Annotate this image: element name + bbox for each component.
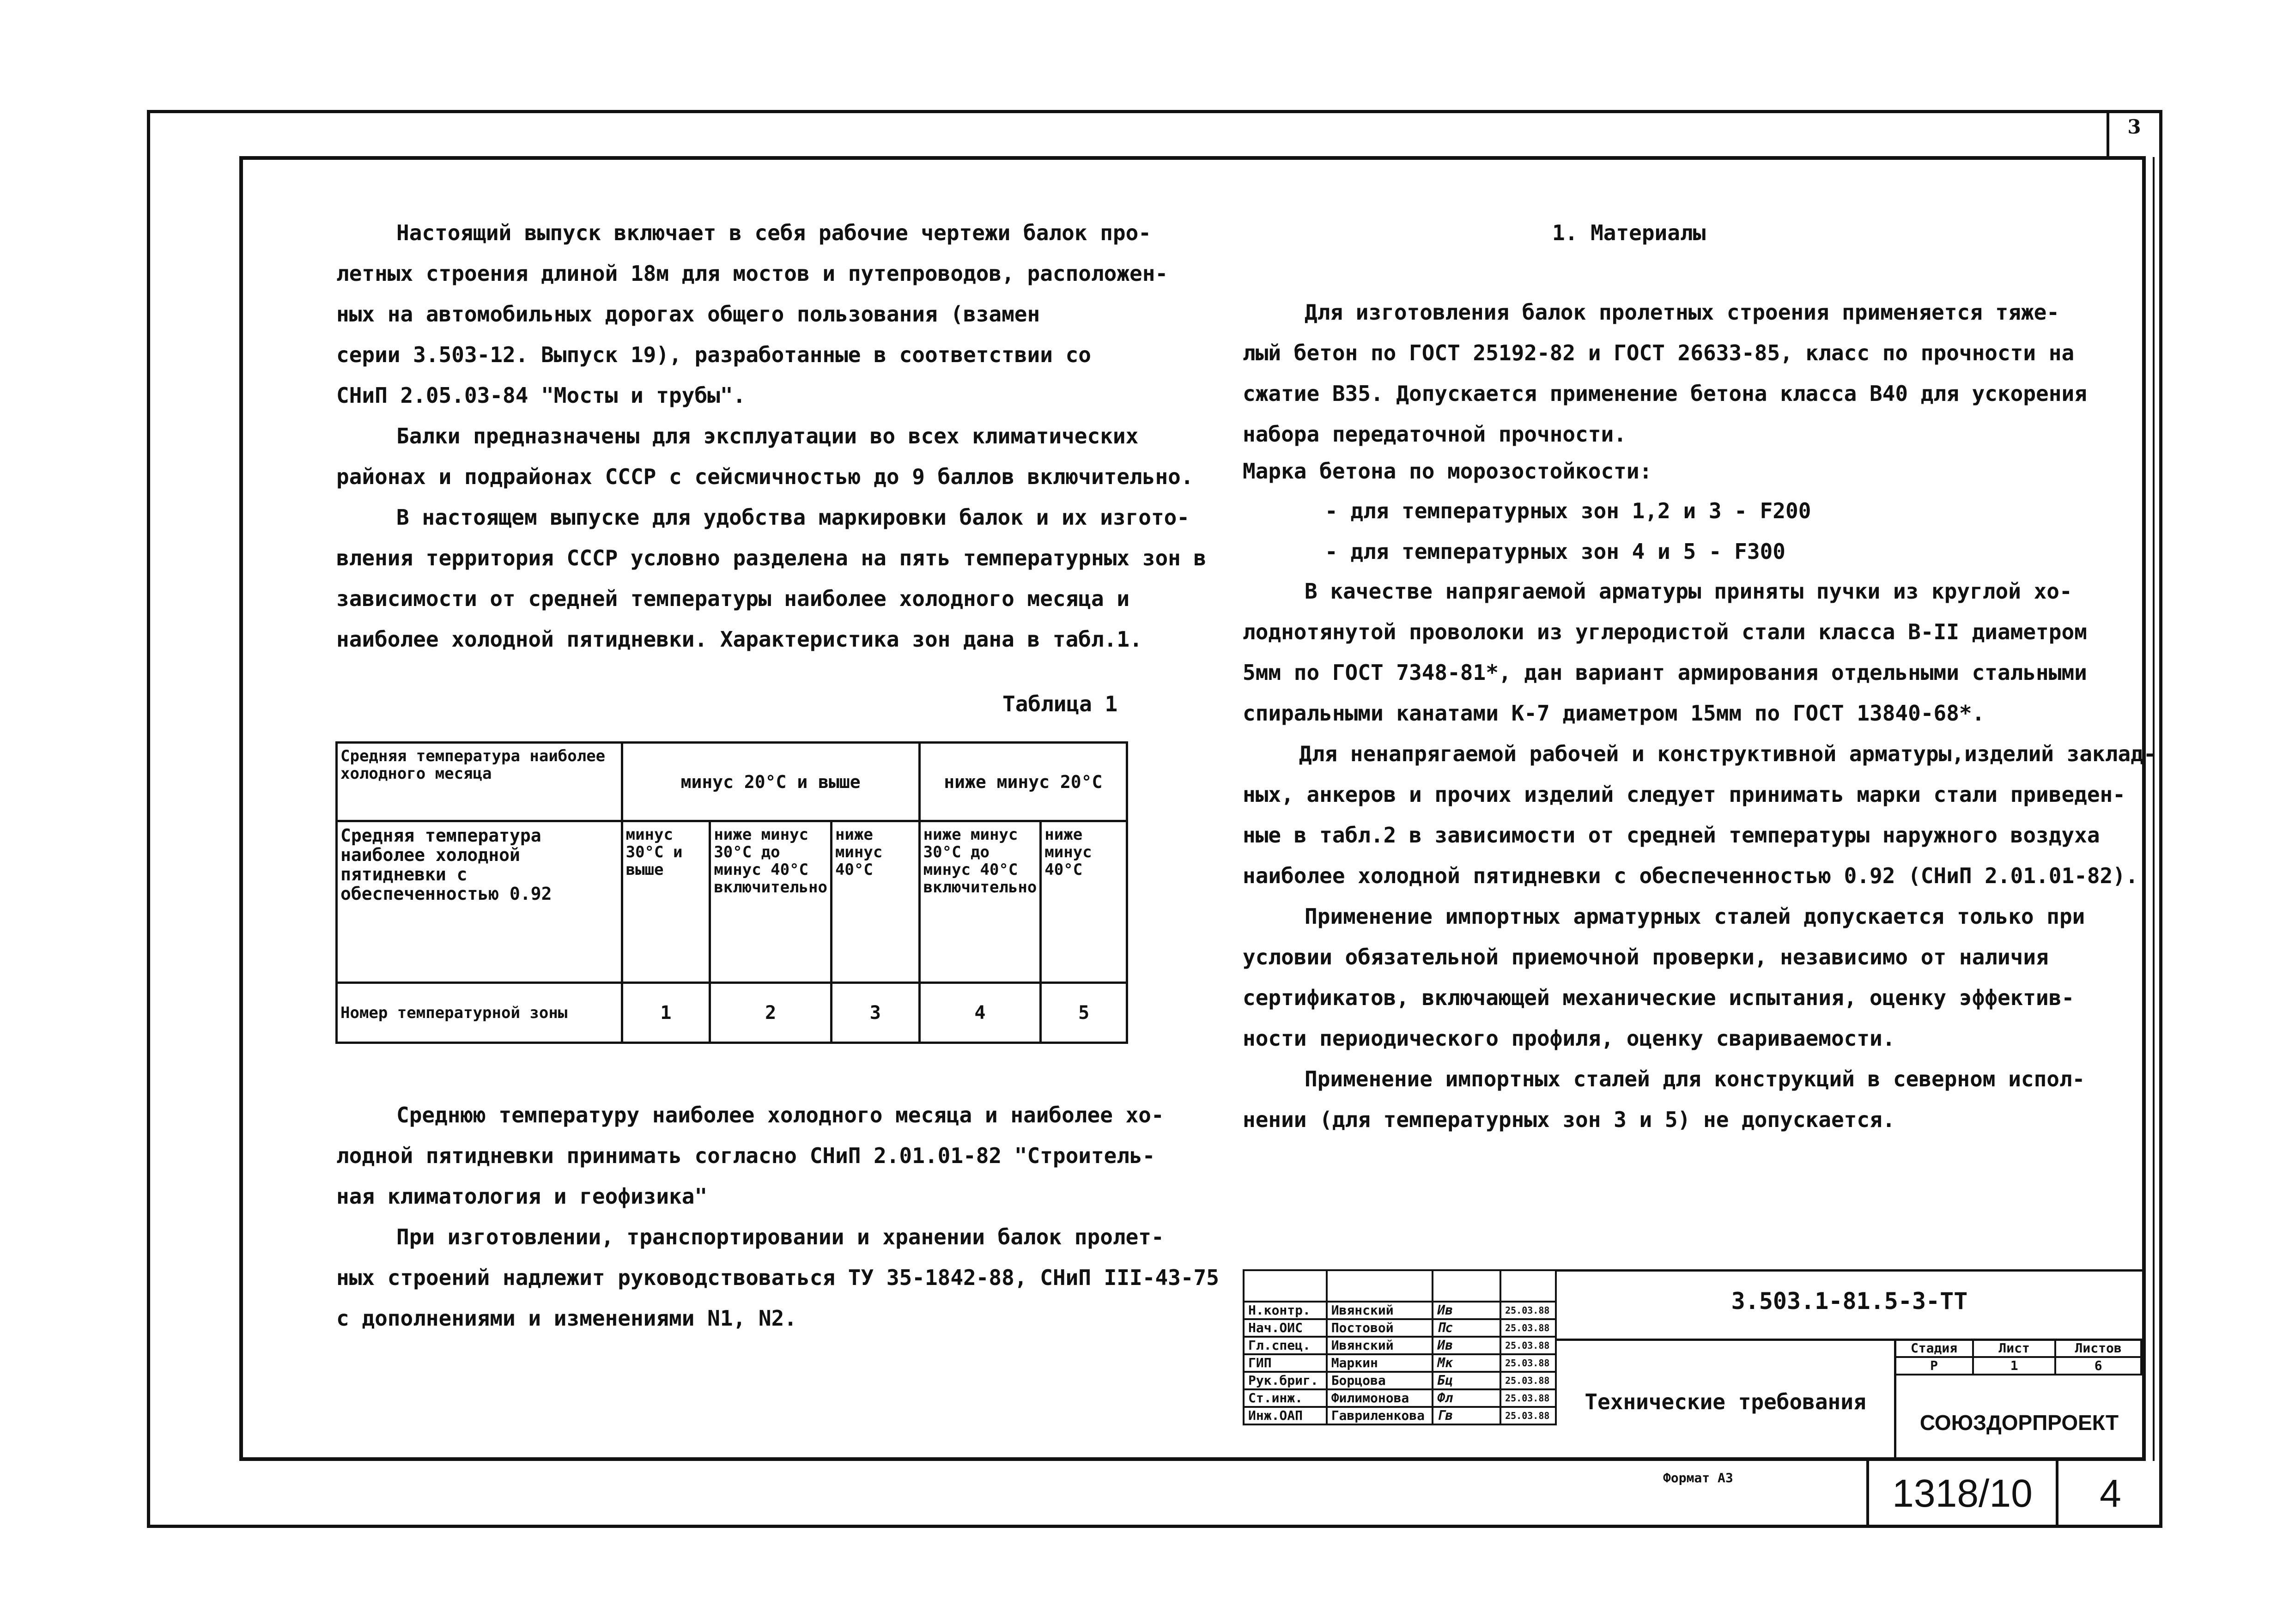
staff-date: 25.03.88 [1500, 1372, 1556, 1389]
table-caption: Таблица 1 [1002, 691, 1118, 716]
outer-frame-left [147, 110, 150, 1528]
sheet-corner-number: 3 [2127, 115, 2141, 138]
staff-name: Ивянский [1327, 1302, 1433, 1319]
staff-row [1244, 1354, 1556, 1372]
left-para4-line-1: Среднюю температуру наиболее холодного месяца и наиболее хо- [396, 1103, 1164, 1127]
staff-role: ГИП [1244, 1354, 1327, 1372]
stage-label: Стадия [1895, 1339, 1973, 1357]
zone-number-1: 1 [622, 983, 710, 1043]
stage-table [1894, 1339, 2142, 1376]
left-para4-line-3: ная климатология и геофизика" [336, 1184, 708, 1209]
intro-line-3: ных на автомобильных дорогах общего пользования (взамен [336, 302, 1040, 327]
table-row3-header: Номер температурной зоны [337, 983, 622, 1043]
staff-role: Рук.бриг. [1244, 1372, 1327, 1389]
right-para1-line-1: Для изготовления балок пролетных строения применяется тяже- [1305, 300, 2059, 325]
staff-name: Борцова [1327, 1372, 1433, 1389]
staff-signature: Гв [1433, 1407, 1500, 1424]
staff-role: Ст.инж. [1244, 1389, 1327, 1407]
staff-name: Ивянский [1327, 1337, 1433, 1354]
right-para1-line-2: лый бетон по ГОСТ 25192-82 и ГОСТ 26633-85, класс по прочности на [1243, 340, 2075, 365]
table-row2-cell-1: минус 30°С и выше [622, 821, 710, 983]
staff-role: Инж.ОАП [1244, 1407, 1327, 1424]
staff-signature: Ив [1433, 1302, 1500, 1319]
right-para3-line-4: наиболее холодной пятидневки с обеспеченностью 0.92 (СНиП 2.01.01-82). [1243, 863, 2138, 888]
page-number: 4 [2100, 1472, 2121, 1515]
left-para2-line-1: Балки предназначены для эксплуатации во всех климатических [396, 424, 1139, 448]
inventory-number: 1318/10 [1892, 1472, 2033, 1515]
staff-date: 25.03.88 [1500, 1302, 1556, 1319]
title-block-top-line [1557, 1269, 2142, 1272]
staff-row [1244, 1319, 1556, 1337]
format-label: Формат А3 [1663, 1470, 1733, 1485]
right-para2-line-4: спиральными канатами К-7 диаметром 15мм по ГОСТ 13840-68*. [1243, 701, 1985, 726]
staff-date: 25.03.88 [1500, 1354, 1556, 1372]
staff-role: Нач.ОИС [1244, 1319, 1327, 1337]
staff-name: Филимонова [1327, 1389, 1433, 1407]
staff-signature: Пс [1433, 1319, 1500, 1337]
staff-date: 25.03.88 [1500, 1389, 1556, 1407]
right-para2-line-2: лоднотянутой проволоки из углеродистой стали класса В-II диаметром [1243, 619, 2087, 644]
sheets-label: Листов [2055, 1339, 2141, 1357]
frost-heading: Марка бетона по морозостойкости: [1243, 459, 1652, 484]
staff-signature: Фл [1433, 1389, 1500, 1407]
staff-name: Гавриленкова [1327, 1407, 1433, 1424]
staff-row [1244, 1337, 1556, 1354]
left-para2-line-2: районах и подрайонах СССР с сейсмичностью до 9 баллов включительно. [336, 464, 1194, 489]
intro-line-1: Настоящий выпуск включает в себя рабочие чертежи балок про- [396, 220, 1151, 245]
table-row2-header: Средняя температура наиболее холодной пятидневки с обеспеченностью 0.92 [337, 821, 622, 983]
right-para3-line-2: ных, анкеров и прочих изделий следует принимать марки стали приведен- [1243, 782, 2125, 807]
table-row2-cell-3: ниже минус 40°С [831, 821, 919, 983]
right-para2-line-3: 5мм по ГОСТ 7348-81*, дан вариант армирования отдельными стальными [1243, 660, 2087, 685]
section-title: 1. Материалы [1552, 220, 1706, 245]
right-para4-line-3: сертификатов, включающей механические испытания, оценку эффектив- [1243, 985, 2075, 1010]
inner-frame-right-double [2153, 157, 2155, 1461]
zone-number-2: 2 [710, 983, 832, 1043]
outer-frame-right [2159, 110, 2162, 1528]
right-para4-line-1: Применение импортных арматурных сталей допускается только при [1305, 904, 2085, 929]
table-row1-col-b: ниже минус 20°С [919, 743, 1127, 821]
table-row2-cell-5: ниже минус 40°С [1041, 821, 1127, 983]
table-row2-cell-2: ниже минус 30°С до минус 40°С включительно [710, 821, 832, 983]
left-para3-line-2: вления территория СССР условно разделена на пять температурных зон в [336, 545, 1207, 570]
staff-date: 25.03.88 [1500, 1407, 1556, 1424]
right-para3-line-3: ные в табл.2 в зависимости от средней температуры наружного воздуха [1243, 823, 2100, 848]
sheet-value: 1 [1973, 1357, 2055, 1375]
document-designation: 3.503.1-81.5-3-ТТ [1731, 1288, 1968, 1315]
left-para3-line-1: В настоящем выпуске для удобства маркировки балок и их изгото- [396, 505, 1190, 530]
corner-box-left [2107, 110, 2109, 156]
left-para4-line-2: лодной пятидневки принимать согласно СНиП 2.01.01-82 "Строитель- [336, 1143, 1155, 1168]
right-para1-line-4: набора передаточной прочности. [1243, 422, 1627, 447]
staff-name: Постовой [1327, 1319, 1433, 1337]
staff-row [1244, 1302, 1556, 1319]
temperature-zones-table [335, 741, 1128, 1044]
inner-frame-right [2142, 156, 2146, 1461]
staff-name: Маркин [1327, 1354, 1433, 1372]
staff-signature: Мк [1433, 1354, 1500, 1372]
staff-signature: Ив [1433, 1337, 1500, 1354]
frost-item-2: - для температурных зон 4 и 5 - F300 [1325, 539, 1785, 564]
sheet-label: Лист [1973, 1339, 2055, 1357]
inventory-box [1866, 1461, 2162, 1528]
sheets-value: 6 [2055, 1357, 2141, 1375]
table-row2-cell-4: ниже минус 30°С до минус 40°С включительно [919, 821, 1041, 983]
staff-role: Н.контр. [1244, 1302, 1327, 1319]
staff-row [1244, 1389, 1556, 1407]
title-block [1243, 1269, 2142, 1461]
right-para1-line-3: сжатие В35. Допускается применение бетона класса В40 для ускорения [1243, 381, 2087, 406]
inner-frame-top [239, 156, 2146, 160]
zone-number-4: 4 [919, 983, 1041, 1043]
inner-frame-left [239, 156, 243, 1461]
staff-signature: Бц [1433, 1372, 1500, 1389]
left-para3-line-3: зависимости от средней температуры наиболее холодного месяца и [336, 586, 1130, 611]
right-para2-line-1: В качестве напрягаемой арматуры приняты пучки из круглой хо- [1305, 579, 2072, 604]
organization-name: СОЮЗДОРПРОЕКТ [1919, 1411, 2119, 1435]
staff-row [1244, 1372, 1556, 1389]
staff-date: 25.03.88 [1500, 1319, 1556, 1337]
table-row1-header: Средняя температура наиболее холодного месяца [337, 743, 622, 821]
intro-line-2: летных строения длиной 18м для мостов и путепроводов, расположен- [336, 261, 1168, 286]
intro-line-4: серии 3.503-12. Выпуск 19), разработанные в соответствии со [336, 342, 1091, 367]
outer-frame-bottom [147, 1525, 2162, 1528]
left-para5-line-2: ных строений надлежит руководствоваться ТУ 35-1842-88, СНиП III-43-75 [336, 1265, 1219, 1290]
right-para4-line-4: ности периодического профиля, оценку свариваемости. [1243, 1026, 1895, 1051]
right-para5-line-1: Применение импортных сталей для конструкций в северном испол- [1305, 1067, 2085, 1091]
left-para3-line-4: наиболее холодной пятидневки. Характеристика зон дана в табл.1. [336, 627, 1142, 652]
left-para5-line-1: При изготовлении, транспортировании и хранении балок пролет- [396, 1224, 1164, 1249]
staff-date: 25.03.88 [1500, 1337, 1556, 1354]
right-para5-line-2: нении (для температурных зон 3 и 5) не допускается. [1243, 1107, 1895, 1132]
left-para5-line-3: с дополнениями и изменениями N1, N2. [336, 1306, 797, 1331]
right-para3-line-1: Для ненапрягаемой рабочей и конструктивной арматуры,изделий заклад- [1299, 741, 2156, 766]
outer-frame-top [147, 110, 2162, 113]
staff-table [1243, 1269, 1557, 1425]
frost-item-1: - для температурных зон 1,2 и 3 - F200 [1325, 498, 1811, 523]
table-row1-col-a: минус 20°С и выше [622, 743, 919, 821]
staff-role: Гл.спец. [1244, 1337, 1327, 1354]
staff-row [1244, 1407, 1556, 1424]
document-title: Технические требования [1585, 1389, 1866, 1414]
zone-number-5: 5 [1041, 983, 1127, 1043]
right-para4-line-2: условии обязательной приемочной проверки, независимо от наличия [1243, 945, 2049, 970]
zone-number-3: 3 [831, 983, 919, 1043]
intro-line-5: СНиП 2.05.03-84 "Мосты и трубы". [336, 383, 746, 408]
stage-value: Р [1895, 1357, 1973, 1375]
